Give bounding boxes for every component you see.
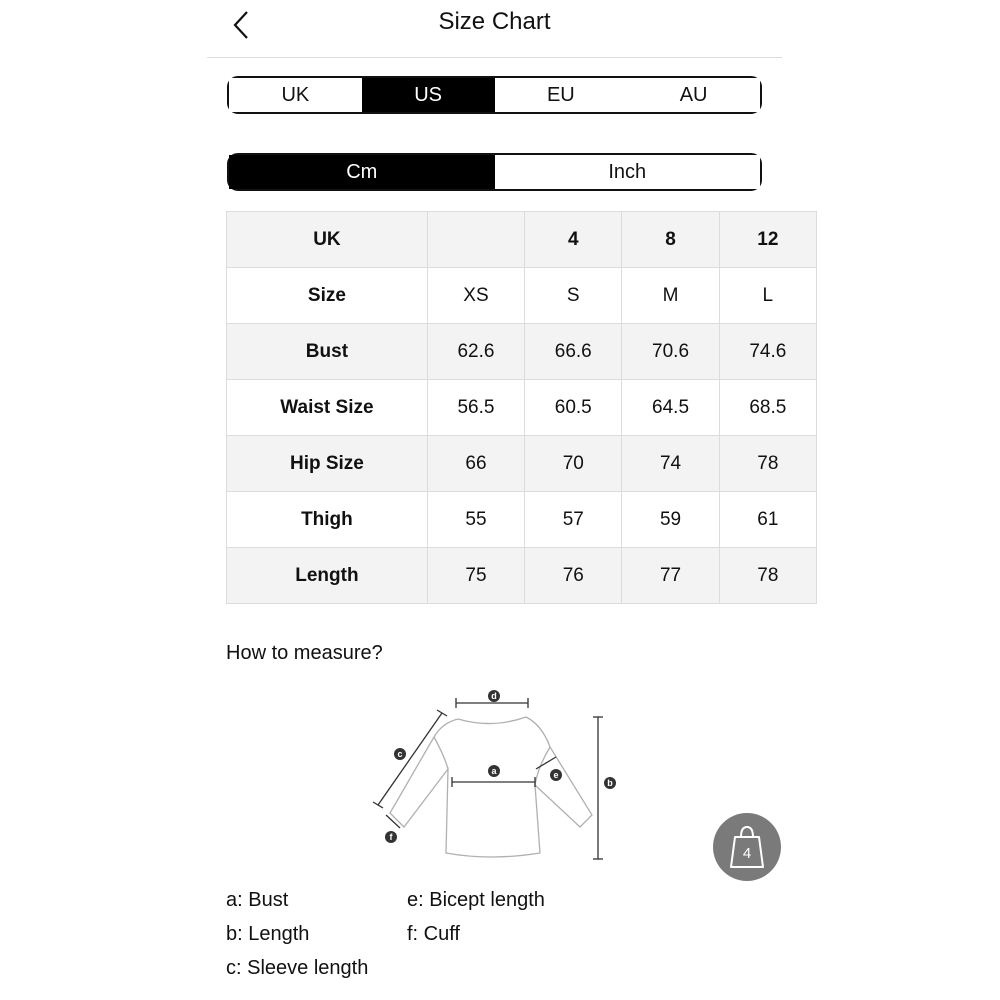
table-cell: 56.5 xyxy=(427,380,524,436)
table-cell: 8 xyxy=(622,212,719,268)
table-cell xyxy=(427,212,524,268)
table-row xyxy=(227,436,817,492)
table-row xyxy=(227,212,817,268)
row-header: Size xyxy=(227,268,428,324)
table-cell: 60.5 xyxy=(525,380,622,436)
svg-text:c: c xyxy=(397,749,403,759)
table-cell: 77 xyxy=(622,548,719,604)
tab-uk[interactable]: UK xyxy=(229,78,362,112)
table-cell: 68.5 xyxy=(719,380,816,436)
table-cell: 78 xyxy=(719,436,816,492)
row-header: Hip Size xyxy=(227,436,428,492)
table-row xyxy=(227,548,817,604)
table-cell: 74 xyxy=(622,436,719,492)
row-header: Waist Size xyxy=(227,380,428,436)
table-cell: 4 xyxy=(525,212,622,268)
row-header: Thigh xyxy=(227,492,428,548)
table-cell: S xyxy=(525,268,622,324)
legend-sleeve-length: c: Sleeve length xyxy=(226,957,369,979)
table-cell: 76 xyxy=(525,548,622,604)
header xyxy=(207,0,782,58)
tab-inch[interactable]: Inch xyxy=(495,155,761,189)
size-table xyxy=(226,211,787,609)
how-to-measure-heading: How to measure? xyxy=(226,642,383,664)
table-cell: 12 xyxy=(719,212,816,268)
garment-measurement-diagram xyxy=(370,685,620,870)
tab-us[interactable]: US xyxy=(362,78,495,112)
cart-button[interactable] xyxy=(713,813,781,881)
table-cell: 70 xyxy=(525,436,622,492)
marker-d xyxy=(488,690,500,702)
row-header: UK xyxy=(227,212,428,268)
marker-b xyxy=(604,777,616,789)
dimension-line-e xyxy=(536,757,556,769)
table-cell: 70.6 xyxy=(622,324,719,380)
table-row xyxy=(227,492,817,548)
table-cell: 74.6 xyxy=(719,324,816,380)
cart-count-badge: 4 xyxy=(742,845,752,862)
table-cell: 62.6 xyxy=(427,324,524,380)
tab-cm[interactable]: Cm xyxy=(229,155,495,189)
table-cell: 75 xyxy=(427,548,524,604)
table-row xyxy=(227,380,817,436)
marker-c xyxy=(394,748,406,760)
region-selector xyxy=(227,76,762,114)
table-cell: 66 xyxy=(427,436,524,492)
svg-text:d: d xyxy=(491,691,497,701)
table-cell: 78 xyxy=(719,548,816,604)
tab-eu[interactable]: EU xyxy=(495,78,628,112)
unit-selector xyxy=(227,153,762,191)
legend-bicept-length: e: Bicept length xyxy=(407,889,545,911)
svg-text:f: f xyxy=(389,832,393,842)
table-row xyxy=(227,268,817,324)
table-cell: 64.5 xyxy=(622,380,719,436)
tab-au[interactable]: AU xyxy=(627,78,760,112)
marker-f xyxy=(385,831,397,843)
table-cell: L xyxy=(719,268,816,324)
marker-a xyxy=(488,765,500,777)
legend-bust: a: Bust xyxy=(226,889,289,911)
table-cell: 57 xyxy=(525,492,622,548)
svg-text:b: b xyxy=(607,778,613,788)
legend-length: b: Length xyxy=(226,923,310,945)
table-cell: 59 xyxy=(622,492,719,548)
dimension-line-c xyxy=(378,713,442,805)
row-header: Bust xyxy=(227,324,428,380)
table-row xyxy=(227,324,817,380)
marker-e xyxy=(550,769,562,781)
table-cell: 61 xyxy=(719,492,816,548)
table-cell: 55 xyxy=(427,492,524,548)
legend-cuff: f: Cuff xyxy=(407,923,460,945)
row-header: Length xyxy=(227,548,428,604)
sweater-outline xyxy=(390,717,592,857)
table-cell: XS xyxy=(427,268,524,324)
page-title: Size Chart xyxy=(438,8,551,35)
table-cell: 66.6 xyxy=(525,324,622,380)
svg-text:e: e xyxy=(553,770,559,780)
svg-text:a: a xyxy=(491,766,497,776)
table-cell: M xyxy=(622,268,719,324)
